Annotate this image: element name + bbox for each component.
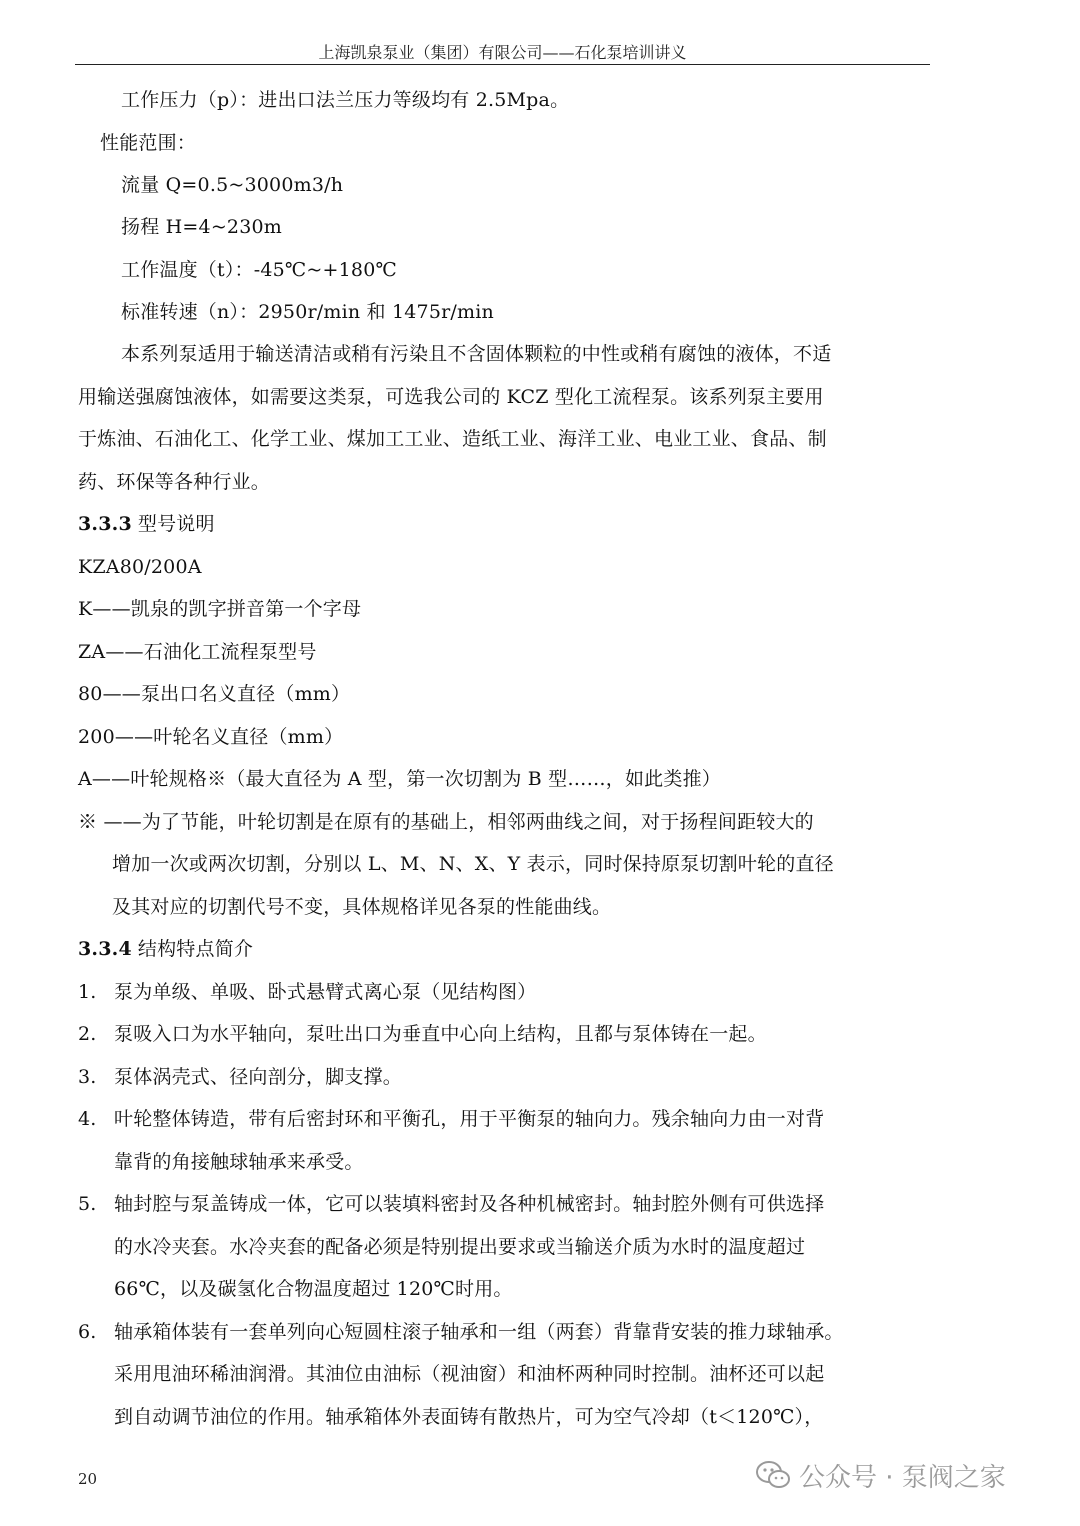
note-line-2: 增加一次或两次切割，分别以 L、M、N、X、Y 表示，同时保持原泵切割叶轮的直径 <box>112 853 834 875</box>
section-heading-334 <box>78 937 253 961</box>
application-paragraph-line-4: 药、环保等各种行业。 <box>78 471 271 493</box>
model-k-description: K——凯泉的凯字拼音第一个字母 <box>78 598 362 620</box>
model-80-description: 80——泵出口名义直径（mm） <box>78 683 351 705</box>
application-paragraph-line-3: 于炼油、石油化工、化学工业、煤加工工业、造纸工业、海洋工业、电业工业、食品、制 <box>78 428 827 450</box>
list-text: 泵吸入口为水平轴向，泵吐出口为垂直中心向上结构，且都与泵体铸在一起。 <box>114 1023 767 1045</box>
section-number: 3.3.3 <box>78 513 132 535</box>
list-text: 轴承箱体装有一套单列向心短圆柱滚子轴承和一组（两套）背靠背安装的推力球轴承。 <box>114 1321 844 1343</box>
list-item-2 <box>78 1022 767 1046</box>
section-number: 3.3.4 <box>78 938 132 960</box>
list-text: 轴封腔与泵盖铸成一体，它可以装填料密封及各种机械密封。轴封腔外侧有可供选择 <box>114 1193 825 1215</box>
note-line-1: ※ ——为了节能，叶轮切割是在原有的基础上，相邻两曲线之间，对于扬程间距较大的 <box>78 811 814 833</box>
list-number: 5. <box>78 1193 97 1215</box>
list-item-4-continuation: 靠背的角接触球轴承来承受。 <box>114 1151 364 1173</box>
watermark-text: 公众号 · 泵阀之家 <box>799 1462 1006 1493</box>
model-za-description: ZA——石油化工流程泵型号 <box>78 641 317 663</box>
list-item-1 <box>78 980 536 1004</box>
list-text: 叶轮整体铸造，带有后密封环和平衡孔，用于平衡泵的轴向力。残余轴向力由一对背 <box>114 1108 825 1130</box>
list-item-5 <box>78 1192 824 1216</box>
note-line-3: 及其对应的切割代号不变，具体规格详见各泵的性能曲线。 <box>112 896 612 918</box>
speed-line: 标准转速（n）：2950r/min 和 1475r/min <box>121 301 494 323</box>
model-code: KZA80/200A <box>78 556 202 578</box>
list-number: 2. <box>78 1023 97 1045</box>
list-item-6 <box>78 1320 844 1344</box>
head-range-line: 扬程 H=4~230m <box>121 216 283 238</box>
section-heading-333 <box>78 512 215 536</box>
list-item-6-continuation-2: 到自动调节油位的作用。轴承箱体外表面铸有散热片，可为空气冷却（t＜120℃）， <box>114 1406 824 1428</box>
model-a-description: A——叶轮规格※（最大直径为 A 型，第一次切割为 B 型……，如此类推） <box>78 768 721 790</box>
list-number: 6. <box>78 1321 97 1343</box>
list-item-5-continuation-1: 的水冷夹套。水冷夹套的配备必须是特别提出要求或当输送介质为水时的温度超过 <box>114 1236 806 1258</box>
list-number: 4. <box>78 1108 97 1130</box>
page-header: 上海凯泉泵业（集团）有限公司——石化泵培训讲义 <box>318 43 687 62</box>
flow-range-line: 流量 Q=0.5~3000m3/h <box>121 174 344 196</box>
application-paragraph-line-1: 本系列泵适用于输送清洁或稍有污染且不含固体颗粒的中性或稍有腐蚀的液体，不适 <box>121 343 832 365</box>
model-200-description: 200——叶轮名义直径（mm） <box>78 726 344 748</box>
wechat-icon <box>755 1460 791 1490</box>
header-rule <box>75 64 930 65</box>
temperature-range-line: 工作温度（t）：-45℃~+180℃ <box>121 259 397 281</box>
application-paragraph-line-2: 用输送强腐蚀液体，如需要这类泵，可选我公司的 KCZ 型化工流程泵。该系列泵主要用 <box>78 386 824 408</box>
performance-range-label: 性能范围： <box>100 132 197 154</box>
list-number: 3. <box>78 1066 97 1088</box>
watermark <box>755 1455 1006 1495</box>
list-item-4 <box>78 1107 824 1131</box>
list-number: 1. <box>78 981 97 1003</box>
list-item-6-continuation-1: 采用甩油环稀油润滑。其油位由油标（视油窗）和油杯两种同时控制。油杯还可以起 <box>114 1363 825 1385</box>
section-title: 型号说明 <box>137 513 215 535</box>
list-text: 泵体涡壳式、径向剖分，脚支撑。 <box>114 1066 403 1088</box>
page-number: 20 <box>78 1470 98 1488</box>
list-text: 泵为单级、单吸、卧式悬臂式离心泵（见结构图） <box>114 981 537 1003</box>
list-item-3 <box>78 1065 402 1089</box>
list-item-5-continuation-2: 66℃，以及碳氢化合物温度超过 120℃时用。 <box>114 1278 513 1300</box>
working-pressure-line: 工作压力（p）：进出口法兰压力等级均有 2.5Mpa。 <box>121 89 570 111</box>
section-title: 结构特点简介 <box>137 938 254 960</box>
